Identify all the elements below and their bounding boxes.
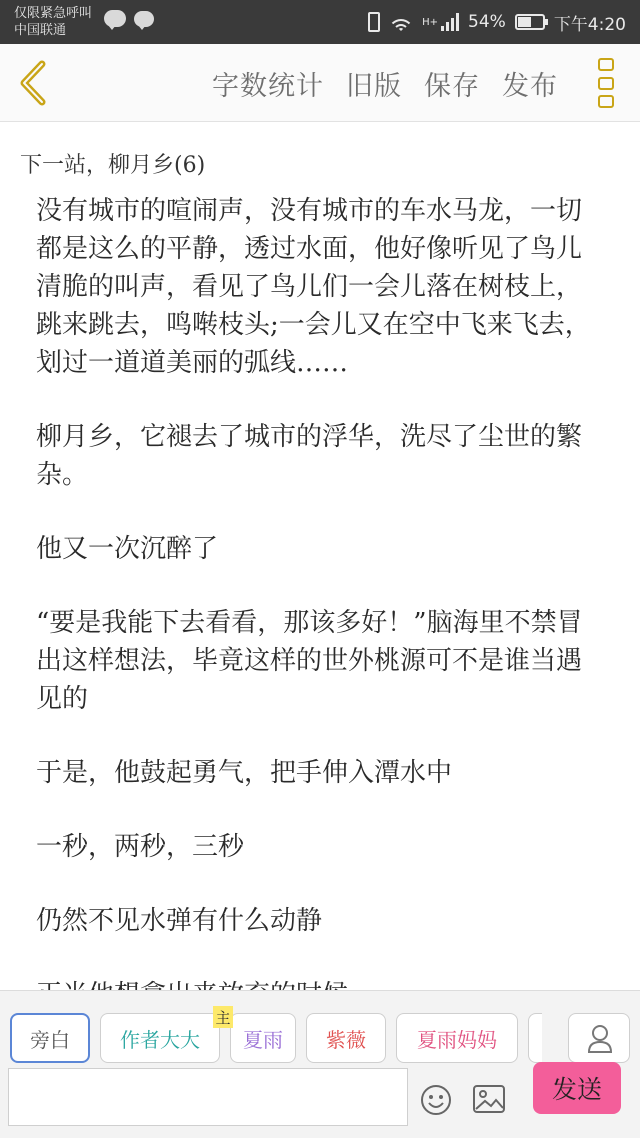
- chapter-title[interactable]: 下一站，柳月乡(6): [20, 153, 206, 178]
- story-paragraph[interactable]: 一秒，两秒，三秒: [36, 832, 245, 862]
- role-label: 旁白: [30, 1027, 70, 1052]
- battery-fill: [518, 17, 531, 27]
- back-button[interactable]: [12, 58, 56, 108]
- more-vertical-icon: [598, 77, 614, 90]
- role-xiayu-mother[interactable]: [396, 1013, 518, 1063]
- image-icon: [472, 1084, 506, 1114]
- publish-button[interactable]: 发布: [502, 70, 558, 102]
- editor-toolbar: [0, 44, 640, 122]
- battery-percent: 54%: [468, 12, 506, 32]
- protagonist-badge: 主: [213, 1006, 233, 1028]
- add-role-button[interactable]: [568, 1013, 630, 1063]
- story-paragraph[interactable]: 他又一次沉醉了: [36, 534, 219, 564]
- signal-icon: [441, 13, 459, 31]
- wifi-icon: [389, 13, 413, 31]
- role-label: 夏雨: [243, 1027, 283, 1052]
- role-author[interactable]: [100, 1013, 220, 1063]
- role-xiayu[interactable]: [215, 1008, 296, 1063]
- word-count-button[interactable]: 字数统计: [212, 70, 324, 102]
- battery-icon: [515, 14, 545, 30]
- user-icon: [587, 1024, 613, 1054]
- role-label: 夏雨妈妈: [417, 1027, 497, 1052]
- role-label: 作者大大: [120, 1027, 200, 1052]
- story-content[interactable]: [36, 192, 606, 1050]
- more-vertical-icon: [598, 95, 614, 108]
- wechat-icon: [104, 10, 126, 27]
- chevron-left-icon: [12, 58, 56, 108]
- role-label: 紫薇: [326, 1027, 366, 1052]
- old-version-button[interactable]: 旧版: [346, 70, 402, 102]
- save-button[interactable]: 保存: [424, 70, 480, 102]
- image-button[interactable]: [472, 1084, 506, 1118]
- composer-panel: [0, 990, 640, 1138]
- role-more[interactable]: [528, 1013, 542, 1063]
- emoji-button[interactable]: [420, 1084, 452, 1120]
- clock: 下午4:20: [553, 14, 626, 35]
- carrier-line-emergency: 仅限紧急呼叫: [14, 6, 93, 21]
- network-type: H+: [422, 16, 439, 28]
- message-icon: [134, 11, 154, 27]
- story-paragraph[interactable]: 于是，他鼓起勇气，把手伸入潭水中: [36, 758, 453, 788]
- more-vertical-icon: [598, 58, 614, 71]
- story-paragraph[interactable]: “要是我能下去看看，那该多好！”脑海里不禁冒出这样想法，毕竟这样的世外桃源可不是谁当遇见的: [36, 608, 583, 714]
- role-narrator[interactable]: [10, 1013, 90, 1063]
- status-bar: [0, 0, 640, 44]
- more-menu-button[interactable]: [598, 58, 614, 108]
- send-button[interactable]: 发送: [533, 1062, 621, 1114]
- role-ziwei[interactable]: [306, 1013, 386, 1063]
- story-paragraph[interactable]: 柳月乡，它褪去了城市的浮华，洗尽了尘世的繁杂。: [36, 422, 583, 490]
- story-paragraph[interactable]: 仍然不见水弹有什么动静: [36, 906, 323, 936]
- message-input[interactable]: [8, 1068, 408, 1126]
- role-selector: [10, 1008, 542, 1063]
- smiley-icon: [420, 1084, 452, 1116]
- carrier-info: [14, 5, 92, 39]
- vibrate-icon: [368, 12, 380, 32]
- story-paragraph[interactable]: 没有城市的喧闹声，没有城市的车水马龙，一切都是这么的平静，透过水面，他好像听见了鸟儿清脆的叫声，看见了鸟儿们一会儿落在树枝上，跳来跳去，鸣啭枝头;一会儿又在空中飞来飞去，划过一道道美丽的弧线……: [36, 196, 591, 378]
- carrier-line-operator: 中国联通: [14, 23, 67, 38]
